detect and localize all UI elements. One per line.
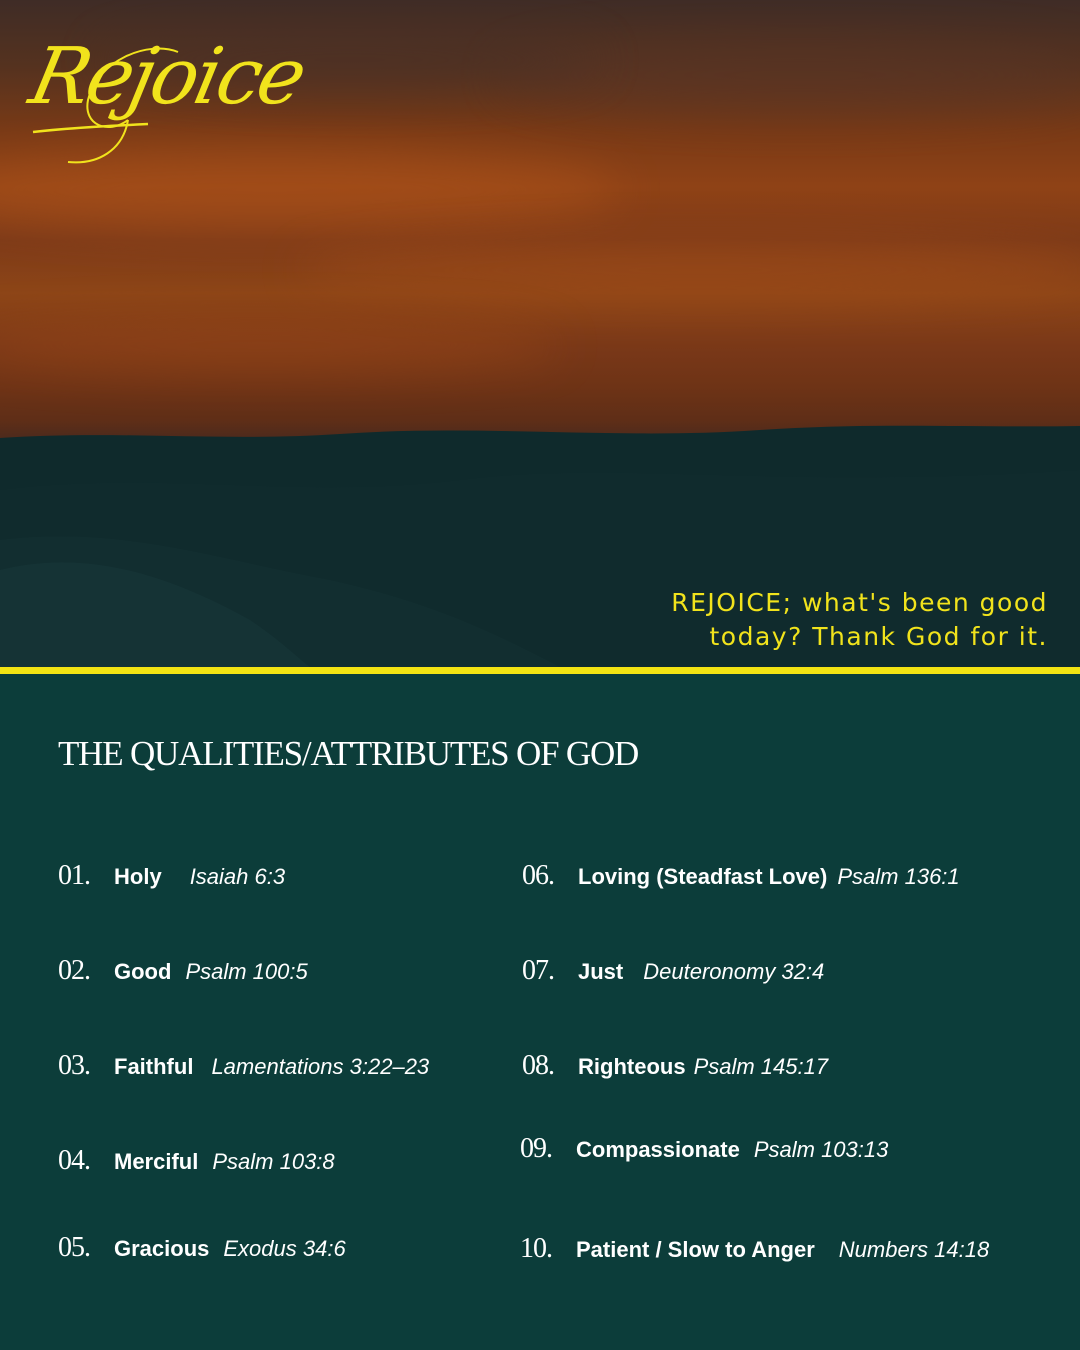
item-reference: Deuteronomy 32:4	[643, 959, 825, 984]
item-reference: Psalm 136:1	[837, 864, 960, 889]
list-item	[520, 1233, 989, 1265]
section-title: THE QUALITIES/ATTRIBUTES OF GOD	[58, 734, 639, 773]
item-reference: Psalm 100:5	[185, 959, 308, 984]
item-number: 08.	[522, 1050, 554, 1081]
item-name: Gracious	[114, 1236, 210, 1261]
item-name: Patient / Slow to Anger	[576, 1237, 815, 1262]
item-name: Merciful	[114, 1149, 199, 1174]
list-item	[58, 1145, 335, 1177]
item-name: Faithful	[114, 1054, 194, 1079]
item-number: 09.	[520, 1133, 552, 1164]
list-item	[522, 955, 824, 987]
item-reference: Numbers 14:18	[838, 1237, 990, 1262]
item-name: Good	[114, 959, 172, 984]
rejoice-logo: Rejoice	[22, 32, 312, 122]
tagline-line-1: REJOICE; what's been good	[671, 588, 1048, 617]
item-reference: Psalm 103:8	[212, 1149, 335, 1174]
tagline	[528, 586, 1048, 654]
item-name: Just	[578, 959, 624, 984]
list-item	[58, 1232, 346, 1264]
list-item	[58, 860, 285, 892]
list-item	[520, 1133, 888, 1165]
item-reference: Psalm 145:17	[693, 1054, 829, 1079]
item-reference: Isaiah 6:3	[189, 864, 286, 889]
accent-divider	[0, 667, 1080, 674]
item-name: Righteous	[578, 1054, 686, 1079]
item-reference: Exodus 34:6	[223, 1236, 346, 1261]
item-number: 06.	[522, 860, 554, 891]
item-name: Loving (Steadfast Love)	[578, 864, 828, 889]
item-number: 05.	[58, 1232, 90, 1263]
attributes-section	[0, 674, 1080, 1350]
item-number: 02.	[58, 955, 90, 986]
item-number: 03.	[58, 1050, 90, 1081]
item-name: Compassionate	[576, 1137, 740, 1162]
item-reference: Psalm 103:13	[753, 1137, 889, 1162]
item-reference: Lamentations 3:22–23	[211, 1054, 430, 1079]
list-item	[58, 955, 308, 987]
item-number: 10.	[520, 1233, 552, 1264]
sunset-landscape-photo	[0, 0, 1080, 667]
item-number: 04.	[58, 1145, 90, 1176]
tagline-line-2: today? Thank God for it.	[709, 622, 1048, 651]
item-name: Holy	[114, 864, 162, 889]
list-item	[522, 1050, 828, 1082]
list-item	[58, 1050, 429, 1082]
item-number: 01.	[58, 860, 90, 891]
item-number: 07.	[522, 955, 554, 986]
list-item	[522, 860, 960, 892]
